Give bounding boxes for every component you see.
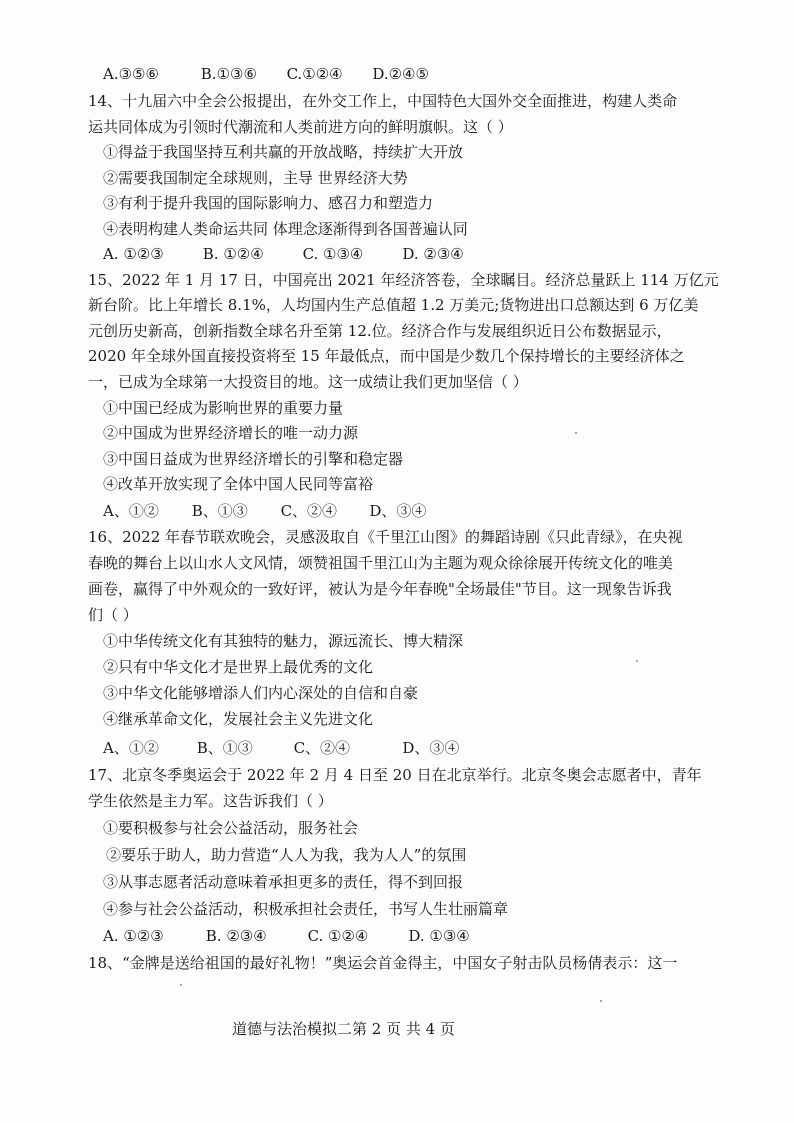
q16-item-3: ③中华文化能够增添人们内心深处的自信和自豪 [103, 684, 419, 702]
q15-item-4: ④改革开放实现了全体中国人民同等富裕 [103, 475, 374, 493]
q17-item-3: ③从事志愿者活动意味着承担更多的责任，得不到回报 [103, 873, 464, 891]
q14-option-d: D. ②③④ [402, 245, 464, 263]
scan-speck [180, 984, 182, 986]
q14-item-4: ④表明构建人类命运共同 体理念逐渐得到各国普遍认同 [103, 220, 468, 238]
q16-option-b: B、①③ [196, 739, 253, 757]
q16-stem-line-4: 们（ ） [88, 606, 138, 624]
q14-item-3: ③有利于提升我国的国际影响力、感召力和塑造力 [103, 194, 434, 212]
q17-stem-line-1: 17、北京冬季奥运会于 2022 年 2 月 4 日至 20 日在北京举行。北京冬奥会志愿者中，青年 [88, 766, 702, 784]
q17-option-d: D. ①③④ [408, 927, 470, 945]
scan-speck [600, 1000, 602, 1002]
q13-options [103, 63, 429, 85]
q16-stem-line-1: 16、2022 年春节联欢晚会，灵感汲取自《千里江山图》的舞蹈诗剧《只此青绿》，在央视 [88, 528, 683, 546]
scan-speck [636, 660, 638, 662]
q15-option-d: D、③④ [369, 502, 427, 520]
scan-speck [575, 432, 577, 434]
q15-stem-line-2: 新台阶。比上年增长 8.1%，人均国内生产总值超 1.2 万美元;货物进出口总额达到 6 万亿美 [88, 296, 699, 314]
q16-option-a: A、①② [103, 739, 159, 757]
q16-stem-line-2: 春晚的舞台上以山水人文风情，颂赞祖国千里江山为主题为观众徐徐展开传统文化的唯美 [88, 554, 674, 572]
q13-option-b: B.①③⑥ [200, 65, 257, 83]
q15-options [103, 500, 426, 522]
q15-stem-line-4: 2020 年全球外国直接投资将至 15 年最低点，而中国是少数几个保持增长的主要经济体之 [88, 347, 685, 365]
q17-option-a: A. ①②③ [103, 927, 164, 945]
q13-option-c: C.①②④ [286, 65, 343, 83]
q15-item-1: ①中国已经成为影响世界的重要力量 [103, 399, 344, 417]
q15-stem-line-5: 一，已成为全球第一大投资目的地。这一成绩让我们更加坚信（ ） [88, 373, 528, 391]
q14-item-1: ①得益于我国坚持互利共赢的开放战略，持续扩大开放 [103, 143, 464, 161]
q15-option-c: C、②④ [280, 502, 338, 520]
q16-options [103, 737, 459, 759]
q14-stem-line-1: 14、十九届六中全会公报提出，在外交工作上，中国特色大国外交全面推进，构建人类命 [88, 92, 678, 110]
q14-item-2: ②需要我国制定全球规则，主导 世界经济大势 [103, 169, 408, 187]
q16-option-c: C、②④ [293, 739, 351, 757]
q15-option-b: B、①③ [191, 502, 248, 520]
q17-item-1: ①要积极参与社会公益活动，服务社会 [103, 819, 359, 837]
q17-stem-line-2: 学生依然是主力军。这告诉我们（ ） [88, 792, 333, 810]
q16-item-1: ①中华传统文化有其独特的魅力，源远流长、博大精深 [103, 632, 464, 650]
q14-options [103, 243, 464, 265]
q17-option-b: B. ②③④ [205, 927, 267, 945]
q16-option-d: D、③④ [402, 739, 460, 757]
q17-options [103, 925, 470, 947]
q14-stem-line-2: 运共同体成为引领时代潮流和人类前进方向的鲜明旗帜。这（ ） [88, 118, 513, 136]
q17-option-c: C. ①②④ [307, 927, 369, 945]
q13-option-d: D.②④⑤ [372, 65, 429, 83]
q17-item-4: ④参与社会公益活动，积极承担社会责任，书写人生壮丽篇章 [103, 900, 509, 918]
q15-option-a: A、①② [103, 502, 159, 520]
q14-option-b: B. ①②④ [202, 245, 264, 263]
q14-option-a: A. ①②③ [103, 245, 164, 263]
q16-item-2: ②只有中华文化才是世界上最优秀的文化 [103, 658, 374, 676]
q16-item-4: ④继承革命文化，发展社会主义先进文化 [103, 710, 374, 728]
q13-option-a: A.③⑤⑥ [103, 65, 159, 83]
q17-item-2: ②要乐于助人，助力营造“人人为我，我为人人”的氛围 [106, 846, 467, 864]
q14-option-c: C. ①③④ [302, 245, 364, 263]
q15-item-2: ②中国成为世界经济增长的唯一动力源 [103, 424, 359, 442]
q15-stem-line-3: 元创历史新高，创新指数全球名升至第 12.位。经济合作与发展组织近日公布数据显示， [88, 322, 672, 340]
q18-stem-line-1: 18、“金牌是送给祖国的最好礼物！”奥运会首金得主，中国女子射击队员杨倩表示：这一 [88, 954, 678, 972]
q15-item-3: ③中国日益成为世界经济增长的引擎和稳定器 [103, 450, 404, 468]
q16-stem-line-3: 画卷，赢得了中外观众的一致好评，被认为是今年春晚"全场最佳"节目。这一现象告诉我 [88, 580, 672, 598]
page-footer: 道德与法治模拟二第 2 页 共 4 页 [232, 1020, 455, 1038]
q15-stem-line-1: 15、2022 年 1 月 17 日，中国亮出 2021 年经济答卷，全球瞩目。经济总量跃上 114 万亿元 [88, 271, 719, 289]
